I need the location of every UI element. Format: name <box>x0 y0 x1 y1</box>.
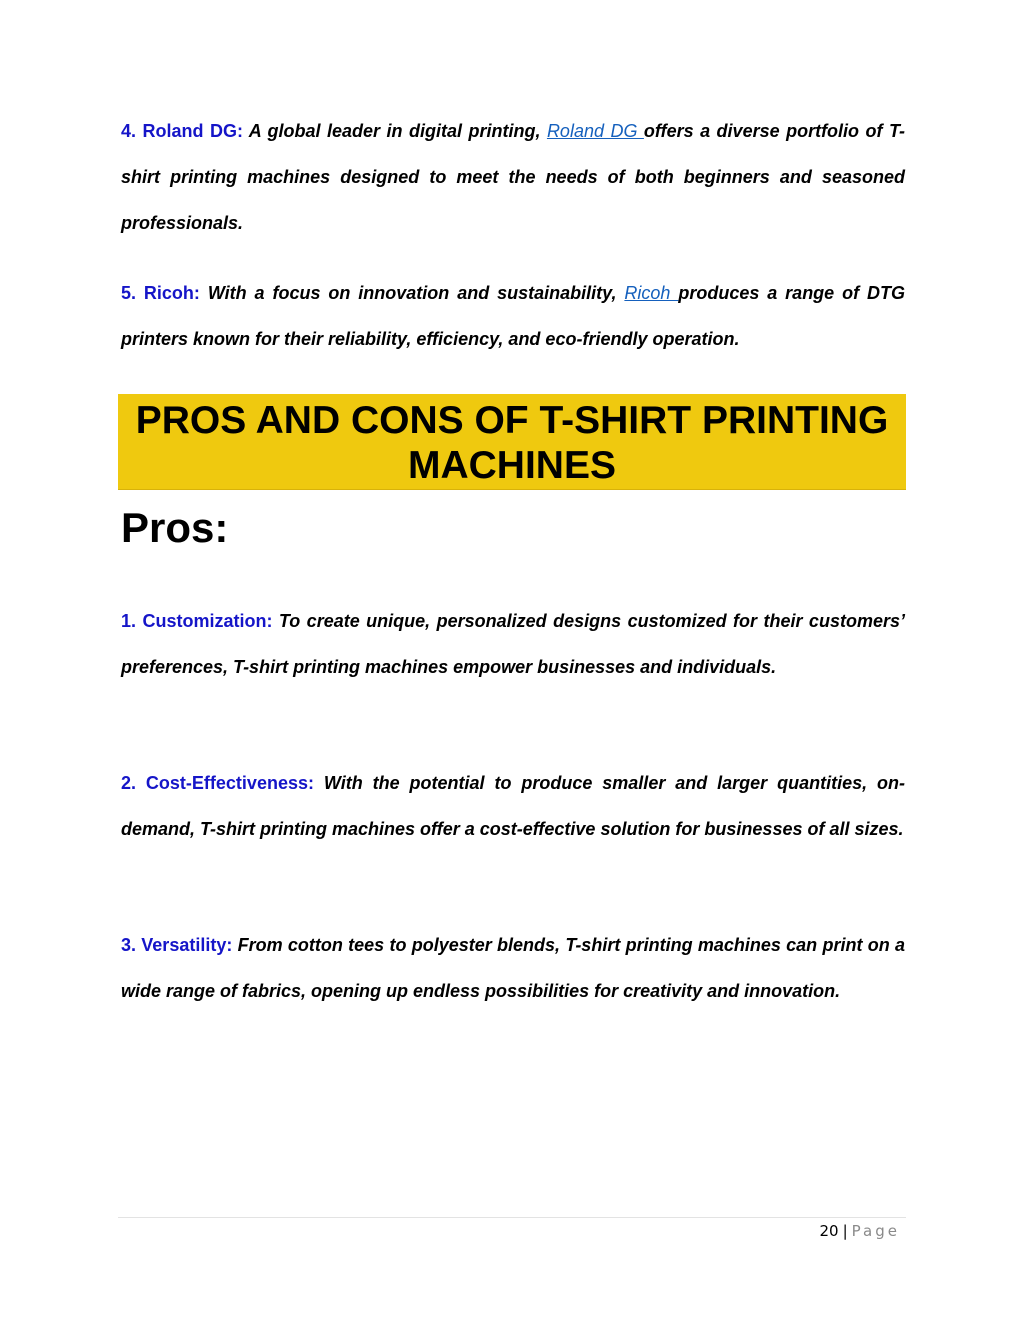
item-text: From cotton tees to polyester blends, T-shirt printing machines can print on a wide range of fabrics, opening up endless possibilities for creativity and innovation. <box>121 935 905 1001</box>
pros-item-customization <box>121 598 905 690</box>
pros-heading: Pros: <box>121 504 229 551</box>
item-text: A global leader in digital printing, <box>242 121 547 141</box>
page-footer <box>820 1222 900 1240</box>
page-label: Page <box>851 1222 900 1240</box>
footer-separator: | <box>842 1222 848 1240</box>
item-text: To create unique, personalized designs customized for their customers’ preferences, T-shirt printing machines empower businesses and individuals. <box>121 611 905 677</box>
section-heading-line2: MACHINES <box>407 444 616 487</box>
section-heading-banner <box>118 394 906 490</box>
item-label: 2. Cost-Effectiveness: <box>121 773 314 793</box>
pros-item-cost-effectiveness <box>121 760 905 852</box>
item-text: offers a diverse portfolio of T-shirt printing machines designed to meet the needs of both beginners and seasoned professionals. <box>121 121 905 233</box>
item-label: 1. Customization: <box>121 611 273 631</box>
item-label: 5. Ricoh: <box>121 283 200 303</box>
item-text: produces a range of DTG printers known for their reliability, efficiency, and eco-friendly operation. <box>121 283 905 349</box>
item-label: 4. Roland DG: <box>121 121 243 141</box>
roland-dg-link[interactable]: Roland DG <box>546 121 644 141</box>
item-ricoh <box>121 270 905 362</box>
item-text: With the potential to produce smaller and larger quantities, on-demand, T-shirt printing machines offer a cost-effective solution for businesses of all sizes. <box>121 773 906 839</box>
footer-divider <box>118 1217 906 1218</box>
item-label: 3. Versatility: <box>121 935 233 955</box>
pros-item-versatility <box>121 922 905 1014</box>
ricoh-link[interactable]: Ricoh <box>624 283 679 303</box>
page-number: 20 <box>819 1222 839 1240</box>
item-text: With a focus on innovation and sustainability, <box>199 283 625 303</box>
item-roland-dg <box>121 108 905 246</box>
section-heading-line1: PROS AND CONS OF T-SHIRT PRINTING <box>135 399 889 442</box>
